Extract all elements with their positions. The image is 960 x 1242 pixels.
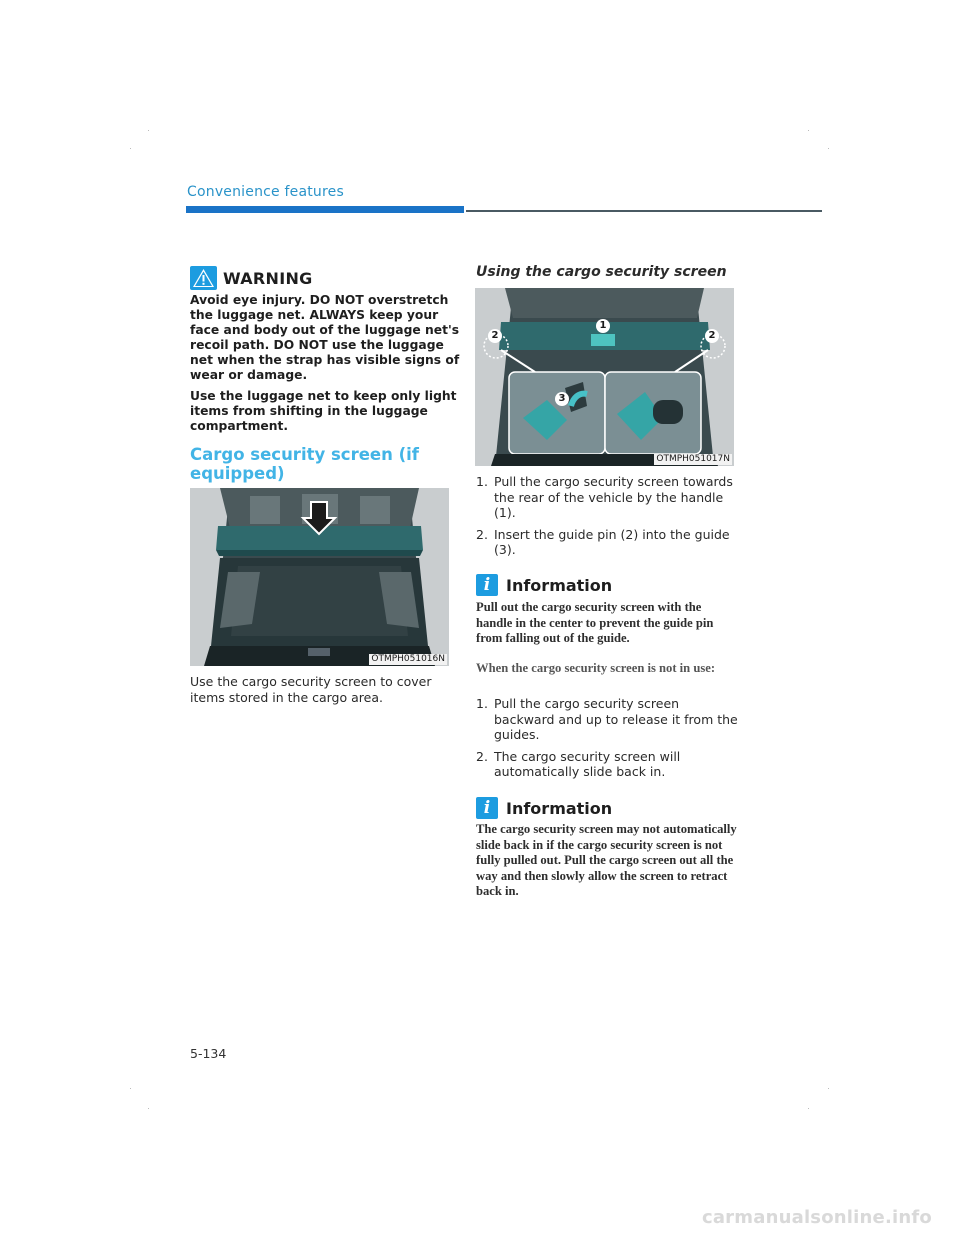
section-header-title: Convenience features	[187, 184, 344, 200]
using-section-title: Using the cargo security screen	[476, 264, 727, 280]
image-code: OTMPH051016N	[371, 654, 445, 664]
info-title: Information	[506, 575, 613, 595]
callout-2-right: 2	[705, 329, 719, 343]
image-code: OTMPH051017N	[656, 454, 730, 464]
watermark: carmanualsonline.info	[701, 1207, 932, 1228]
warning-body	[190, 293, 460, 440]
info-body: Pull out the cargo security screen with the handle in the center to prevent the guide pin from falling out of the guide.	[476, 600, 714, 645]
cargo-section-title: Cargo security screen (if equipped)	[190, 445, 419, 483]
info-icon: i	[476, 574, 498, 596]
page-number: 5-134	[190, 1046, 227, 1061]
callout-3: 3	[555, 392, 569, 406]
cargo-caption: Use the cargo security screen to cover items stored in the cargo area.	[190, 674, 432, 705]
warning-triangle-icon	[190, 266, 217, 290]
cargo-area-illustration	[190, 488, 449, 666]
list-item: 2. The cargo security screen will automatically slide back in.	[476, 748, 681, 779]
info-header	[476, 797, 612, 819]
not-in-use-title: When the cargo security screen is not in use:	[476, 661, 716, 675]
list-item: 1. Pull the cargo security screen towards the rear of the vehicle by the handle (1).	[476, 474, 733, 520]
using-screen-photo	[475, 288, 734, 466]
header-rule	[466, 210, 822, 212]
warning-title: WARNING	[223, 268, 313, 288]
not-in-use-steps-list	[476, 696, 738, 786]
warning-paragraph: Avoid eye injury. DO NOT overstretch the luggage net. ALWAYS keep your face and body out of the luggage net's recoil path. DO NOT use the luggage net when the strap has visible signs of wear or damage.	[190, 293, 460, 382]
callout-1: 1	[596, 319, 610, 333]
info-icon: i	[476, 797, 498, 819]
using-steps-list	[476, 474, 738, 564]
cargo-guide-illustration	[475, 288, 734, 466]
info-header	[476, 574, 612, 596]
list-item: 1. Pull the cargo security screen backward and up to release it from the guides.	[476, 696, 738, 742]
callout-2-left: 2	[488, 329, 502, 343]
info-body: The cargo security screen may not automatically slide back in if the cargo security screen is not fully pulled out. Pull the cargo screen out all the way and then slowly allow the screen to retract back in.	[476, 822, 737, 898]
header-accent-bar	[186, 206, 464, 213]
warning-paragraph: Use the luggage net to keep only light items from shifting in the luggage compartment.	[190, 389, 457, 433]
warning-header	[190, 266, 313, 290]
cargo-screen-photo	[190, 488, 449, 666]
info-title: Information	[506, 798, 613, 818]
list-item: 2. Insert the guide pin (2) into the guide (3).	[476, 526, 730, 557]
